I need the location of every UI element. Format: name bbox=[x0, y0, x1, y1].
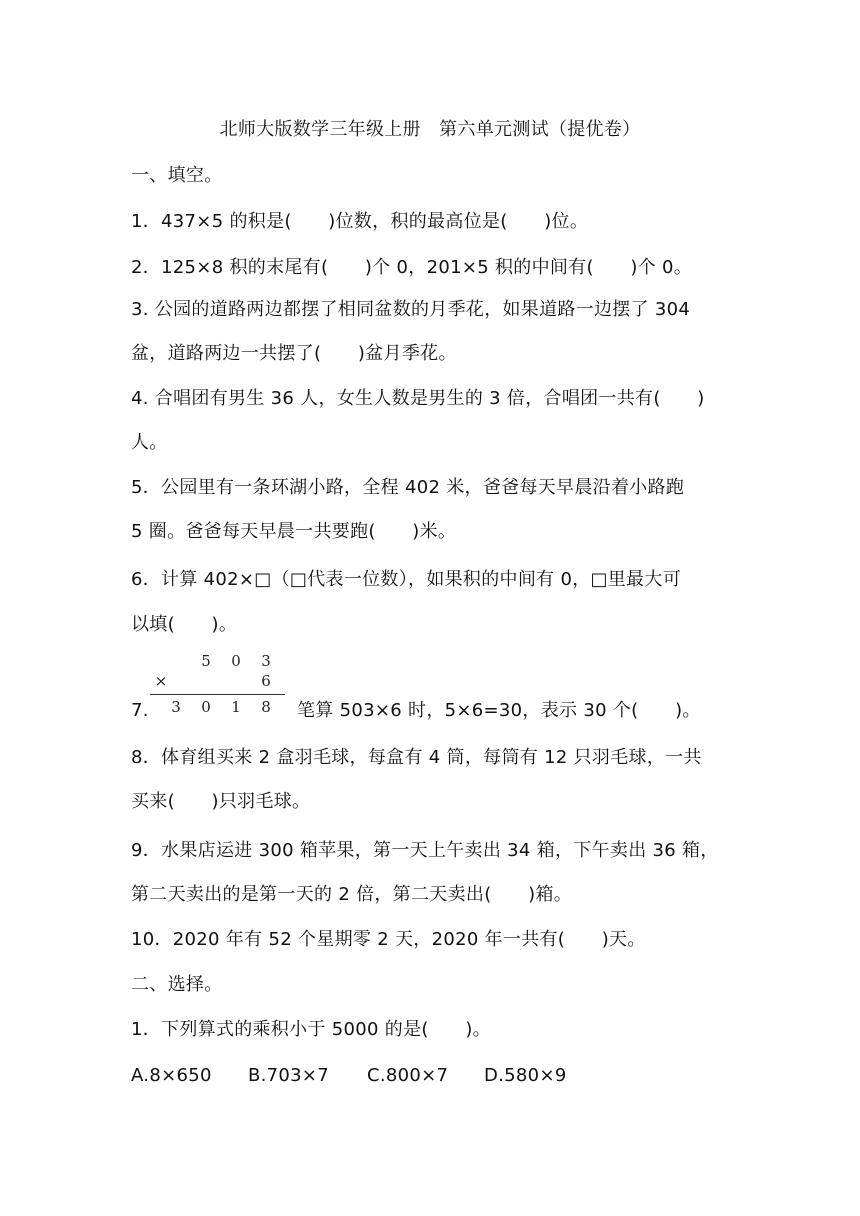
vc-rule bbox=[150, 694, 285, 695]
option-c: C.800×7 bbox=[367, 1065, 449, 1086]
question-line: 盆，道路两边一共摆了( )盆月季花。 bbox=[131, 343, 457, 364]
option-d: D.580×9 bbox=[484, 1065, 567, 1086]
question-line: 5 圈。爸爸每天早晨一共要跑( )米。 bbox=[131, 521, 457, 542]
vc-digit: 0 bbox=[201, 698, 211, 716]
vc-digit: 1 bbox=[231, 698, 241, 716]
vc-operator: × bbox=[154, 672, 168, 690]
option-b: B.703×7 bbox=[248, 1065, 330, 1086]
vc-digit: 0 bbox=[231, 652, 241, 670]
vc-digit: 5 bbox=[201, 652, 211, 670]
question-line: 6．计算 402×□（□代表一位数），如果积的中间有 0，□里最大可 bbox=[131, 569, 682, 590]
question-line: 第二天卖出的是第一天的 2 倍，第二天卖出( )箱。 bbox=[131, 884, 573, 905]
vc-multiplier-row bbox=[150, 672, 285, 692]
vc-digit: 6 bbox=[261, 672, 271, 690]
vc-digit: 8 bbox=[261, 698, 271, 716]
question-line: 3. 公园的道路两边都摆了相同盆数的月季花，如果道路一边摆了 304 bbox=[131, 299, 691, 320]
question-line: 2．125×8 积的末尾有( )个 0，201×5 积的中间有( )个 0。 bbox=[131, 257, 693, 278]
question-line: 买来( )只羽毛球。 bbox=[131, 791, 311, 812]
question-line: 1．下列算式的乘积小于 5000 的是( )。 bbox=[131, 1019, 491, 1040]
q7-number: 7. bbox=[131, 700, 149, 721]
question-line: 1．437×5 的积是( )位数，积的最高位是( )位。 bbox=[131, 211, 589, 232]
question-line: 8．体育组买来 2 盒羽毛球，每盒有 4 筒，每筒有 12 只羽毛球，一共 bbox=[131, 747, 702, 768]
q7-text: 笔算 503×6 时，5×6=30，表示 30 个( )。 bbox=[297, 700, 701, 721]
vc-top-row bbox=[150, 652, 285, 672]
page-title: 北师大版数学三年级上册 第六单元测试（提优卷） bbox=[219, 119, 641, 140]
vc-digit: 3 bbox=[261, 652, 271, 670]
question-line: 4. 合唱团有男生 36 人，女生人数是男生的 3 倍，合唱团一共有( ) bbox=[131, 388, 705, 409]
vc-digit: 3 bbox=[171, 698, 181, 716]
vc-result-row bbox=[150, 698, 285, 718]
question-line: 人。 bbox=[131, 432, 168, 453]
section-heading-choice: 二、选择。 bbox=[131, 974, 223, 995]
question-line: 9．水果店运进 300 箱苹果，第一天上午卖出 34 箱，下午卖出 36 箱， bbox=[131, 840, 719, 861]
question-line: 5．公园里有一条环湖小路，全程 402 米，爸爸每天早晨沿着小路跑 bbox=[131, 477, 685, 498]
question-line: 10．2020 年有 52 个星期零 2 天，2020 年一共有( )天。 bbox=[131, 929, 646, 950]
option-a: A.8×650 bbox=[131, 1065, 212, 1086]
vertical-multiplication bbox=[150, 652, 285, 720]
section-heading-fill-blank: 一、填空。 bbox=[131, 165, 223, 186]
question-line: 以填( )。 bbox=[131, 614, 238, 635]
